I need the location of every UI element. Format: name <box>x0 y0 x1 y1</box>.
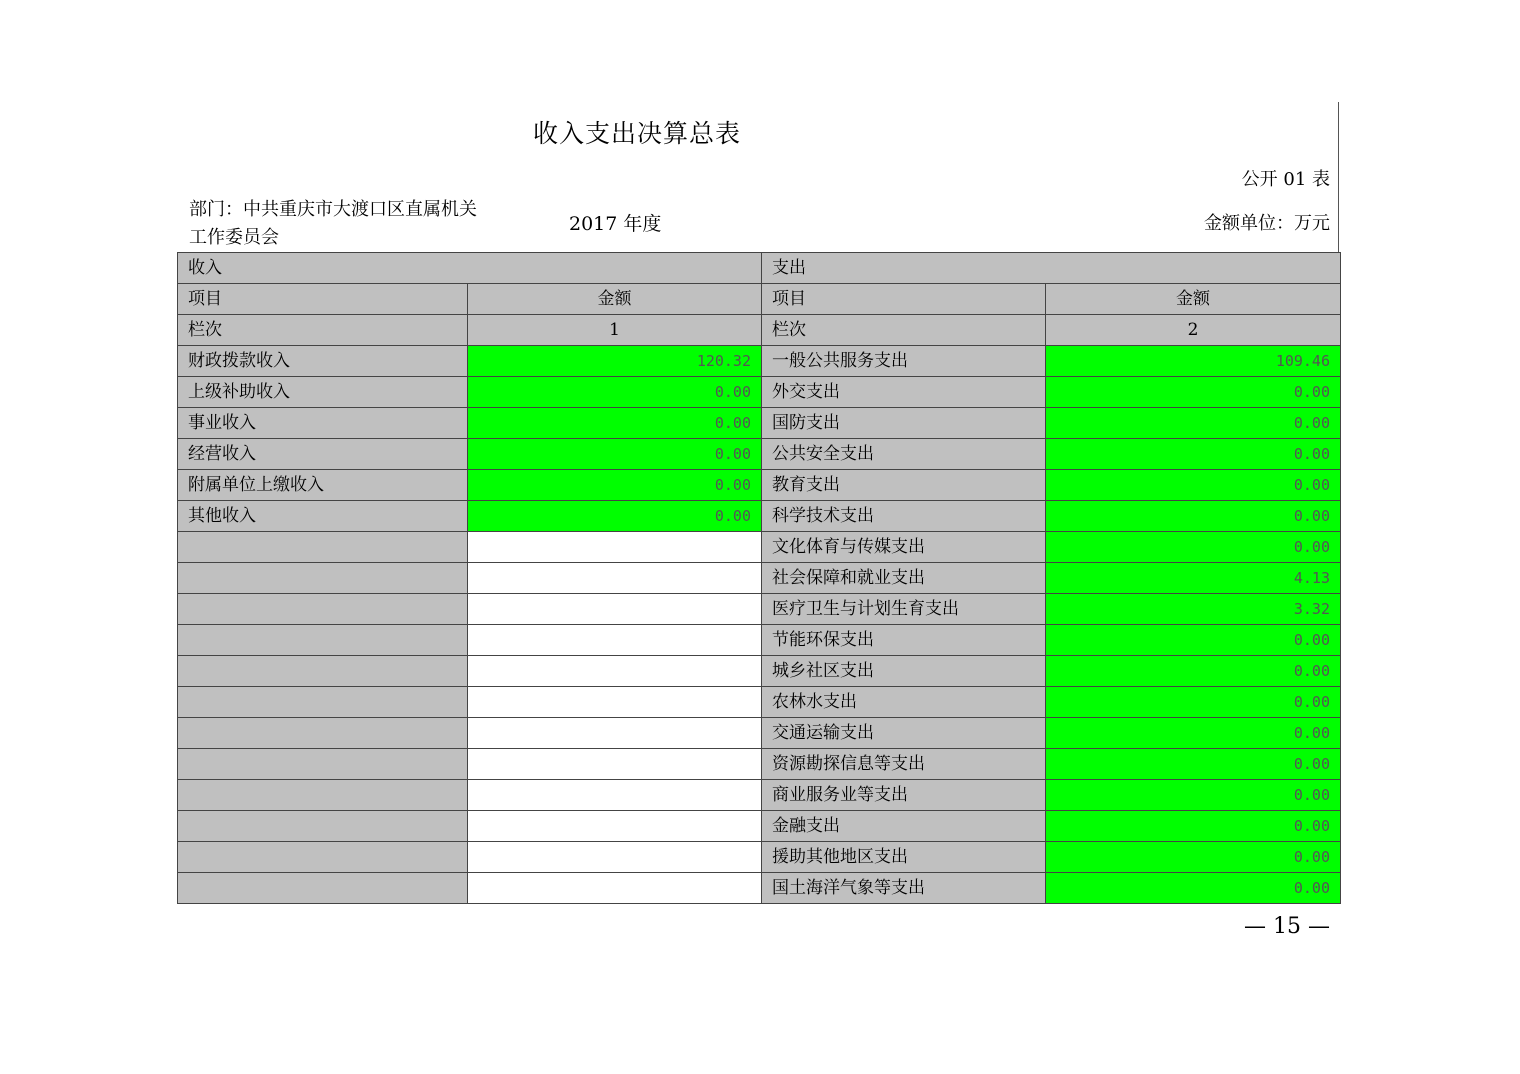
income-item-cell: 其他收入 <box>178 501 468 532</box>
income-amount-cell <box>468 811 762 842</box>
table-row <box>178 594 1341 625</box>
income-expense-table <box>177 252 1341 904</box>
expense-amount-cell: 0.00 <box>1046 470 1341 501</box>
expense-item-cell: 国防支出 <box>762 408 1046 439</box>
expense-amount-cell: 4.13 <box>1046 563 1341 594</box>
income-amount-cell: 0.00 <box>468 408 762 439</box>
expense-amount-cell: 0.00 <box>1046 749 1341 780</box>
income-item-cell <box>178 873 468 904</box>
table-row <box>178 346 1341 377</box>
table-row <box>178 439 1341 470</box>
expense-item-cell: 文化体育与传媒支出 <box>762 532 1046 563</box>
table-row <box>178 780 1341 811</box>
expense-item-cell: 商业服务业等支出 <box>762 780 1046 811</box>
table-row <box>178 749 1341 780</box>
expense-amount-cell: 0.00 <box>1046 408 1341 439</box>
income-amount-cell <box>468 749 762 780</box>
expense-amount-cell: 0.00 <box>1046 625 1341 656</box>
income-item-cell <box>178 532 468 563</box>
fiscal-year: 2017 年度 <box>569 213 662 235</box>
income-amount-cell <box>468 842 762 873</box>
department-label: 部门：中共重庆市大渡口区直属机关工作委员会 <box>189 199 477 248</box>
page-number: — 15 — <box>1244 914 1330 939</box>
expense-item-cell: 农林水支出 <box>762 687 1046 718</box>
table-row <box>178 408 1341 439</box>
table-row <box>178 842 1341 873</box>
expense-amount-cell: 0.00 <box>1046 811 1341 842</box>
expense-section-header: 支出 <box>762 253 1341 284</box>
expense-item-cell: 国土海洋气象等支出 <box>762 873 1046 904</box>
income-amount-cell <box>468 625 762 656</box>
income-item-cell: 附属单位上缴收入 <box>178 470 468 501</box>
expense-item-cell: 资源勘探信息等支出 <box>762 749 1046 780</box>
income-amount-header: 金额 <box>468 284 762 315</box>
expense-item-cell: 交通运输支出 <box>762 718 1046 749</box>
income-amount-cell: 0.00 <box>468 439 762 470</box>
income-amount-cell <box>468 594 762 625</box>
page-border-line <box>1338 102 1339 254</box>
expense-amount-cell: 0.00 <box>1046 532 1341 563</box>
table-row <box>178 470 1341 501</box>
expense-column-number: 2 <box>1046 315 1341 346</box>
income-item-cell: 事业收入 <box>178 408 468 439</box>
income-amount-cell <box>468 718 762 749</box>
form-number: 公开 01 表 <box>1241 169 1330 190</box>
income-item-cell: 经营收入 <box>178 439 468 470</box>
expense-item-cell: 援助其他地区支出 <box>762 842 1046 873</box>
expense-amount-cell: 0.00 <box>1046 501 1341 532</box>
table-row <box>178 625 1341 656</box>
expense-amount-cell: 0.00 <box>1046 439 1341 470</box>
expense-item-cell: 一般公共服务支出 <box>762 346 1046 377</box>
income-column-number: 1 <box>468 315 762 346</box>
column-header-row <box>178 284 1341 315</box>
income-item-cell <box>178 811 468 842</box>
income-item-cell: 上级补助收入 <box>178 377 468 408</box>
income-item-cell <box>178 749 468 780</box>
expense-amount-cell: 109.46 <box>1046 346 1341 377</box>
expense-item-header: 项目 <box>762 284 1046 315</box>
income-item-cell <box>178 594 468 625</box>
income-amount-cell: 0.00 <box>468 377 762 408</box>
table-row <box>178 656 1341 687</box>
table-row <box>178 501 1341 532</box>
expense-amount-cell: 0.00 <box>1046 780 1341 811</box>
income-item-cell <box>178 842 468 873</box>
income-item-cell <box>178 656 468 687</box>
expense-item-cell: 教育支出 <box>762 470 1046 501</box>
column-number-row <box>178 315 1341 346</box>
expense-amount-cell: 0.00 <box>1046 656 1341 687</box>
expense-item-cell: 社会保障和就业支出 <box>762 563 1046 594</box>
amount-unit: 金额单位：万元 <box>1204 213 1330 234</box>
income-amount-cell: 0.00 <box>468 501 762 532</box>
income-item-cell: 财政拨款收入 <box>178 346 468 377</box>
expense-amount-header: 金额 <box>1046 284 1341 315</box>
income-item-cell <box>178 780 468 811</box>
income-amount-cell: 0.00 <box>468 470 762 501</box>
table-row <box>178 687 1341 718</box>
income-amount-cell <box>468 873 762 904</box>
income-amount-cell <box>468 563 762 594</box>
expense-amount-cell: 0.00 <box>1046 377 1341 408</box>
table-row <box>178 377 1341 408</box>
income-section-header: 收入 <box>178 253 762 284</box>
income-amount-cell <box>468 687 762 718</box>
expense-item-cell: 医疗卫生与计划生育支出 <box>762 594 1046 625</box>
income-amount-cell: 120.32 <box>468 346 762 377</box>
expense-amount-cell: 0.00 <box>1046 718 1341 749</box>
table-row <box>178 563 1341 594</box>
table-row <box>178 532 1341 563</box>
expense-amount-cell: 0.00 <box>1046 687 1341 718</box>
income-amount-cell <box>468 656 762 687</box>
income-item-cell <box>178 625 468 656</box>
expense-item-cell: 节能环保支出 <box>762 625 1046 656</box>
income-item-cell <box>178 687 468 718</box>
table-row <box>178 873 1341 904</box>
expense-item-cell: 外交支出 <box>762 377 1046 408</box>
table-row <box>178 718 1341 749</box>
expense-amount-cell: 0.00 <box>1046 873 1341 904</box>
income-row-label: 栏次 <box>178 315 468 346</box>
expense-item-cell: 科学技术支出 <box>762 501 1046 532</box>
expense-amount-cell: 3.32 <box>1046 594 1341 625</box>
income-amount-cell <box>468 532 762 563</box>
expense-item-cell: 金融支出 <box>762 811 1046 842</box>
expense-amount-cell: 0.00 <box>1046 842 1341 873</box>
table-row <box>178 811 1341 842</box>
expense-item-cell: 公共安全支出 <box>762 439 1046 470</box>
expense-row-label: 栏次 <box>762 315 1046 346</box>
income-item-cell <box>178 718 468 749</box>
income-item-header: 项目 <box>178 284 468 315</box>
page-title: 收入支出决算总表 <box>533 119 742 148</box>
income-item-cell <box>178 563 468 594</box>
income-amount-cell <box>468 780 762 811</box>
expense-item-cell: 城乡社区支出 <box>762 656 1046 687</box>
section-header-row <box>178 253 1341 284</box>
